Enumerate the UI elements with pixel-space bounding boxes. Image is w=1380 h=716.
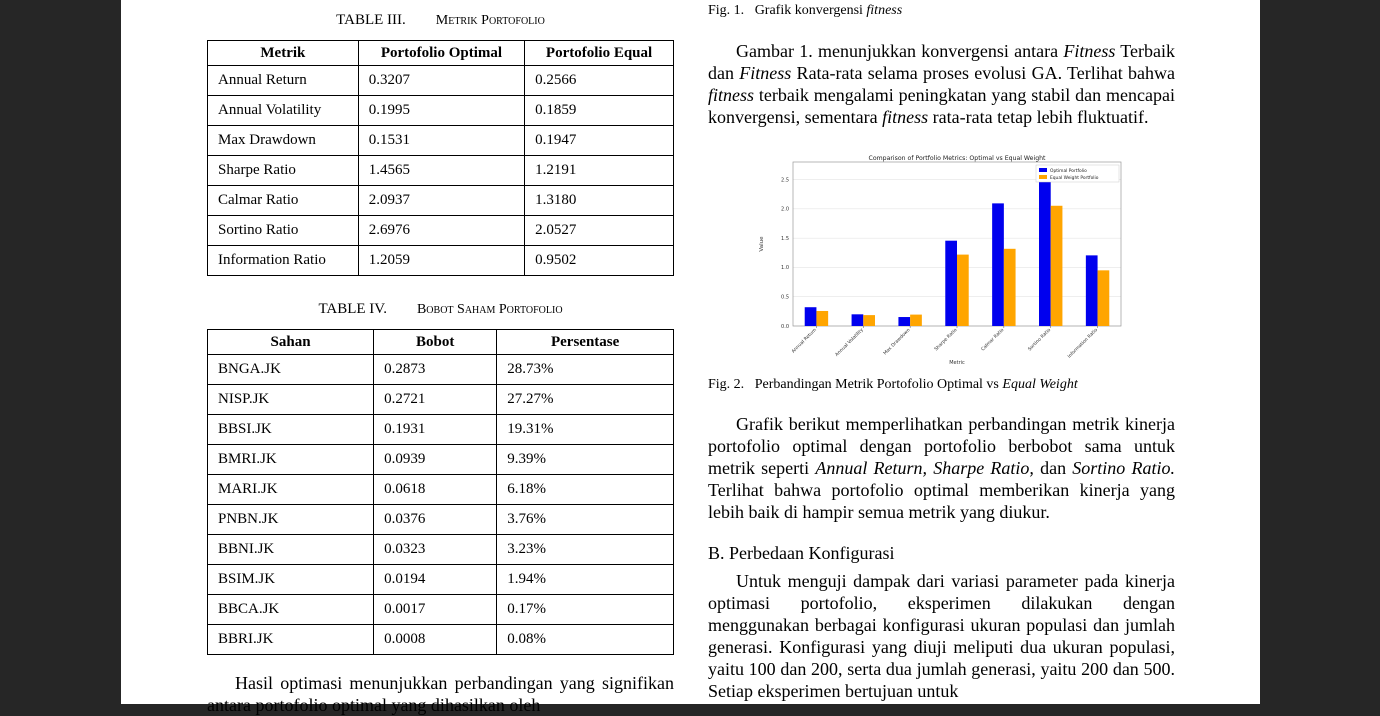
table-cell: 0.9502 — [525, 246, 674, 276]
legend-swatch — [1039, 175, 1047, 179]
table-cell: 1.94% — [497, 565, 674, 595]
table-cell: Sharpe Ratio — [208, 156, 359, 186]
section-b-heading: B. Perbedaan Konfigurasi — [708, 543, 895, 563]
bar-equal — [1098, 270, 1110, 326]
fig1-label: Fig. 1. — [708, 3, 745, 18]
table-cell: Information Ratio — [208, 246, 359, 276]
text-segment: fitness — [882, 107, 929, 127]
fig2-text: Perbandingan Metrik Portofolio Optimal vs — [754, 377, 1003, 392]
bar-chart — [751, 150, 1131, 368]
table-cell: 27.27% — [497, 385, 674, 415]
table-cell: 1.4565 — [358, 156, 524, 186]
x-tick-label: Max Drawdown — [883, 327, 912, 357]
bar-equal — [910, 315, 922, 326]
table4-header-0: Sahan — [208, 330, 374, 355]
x-tick-label: Annual Volatility — [834, 327, 865, 358]
paper-page — [121, 0, 1260, 715]
table-row — [208, 186, 674, 216]
table-cell: 0.0376 — [374, 505, 497, 535]
table3-header-2: Portofolio Equal — [525, 41, 674, 66]
table-cell: BMRI.JK — [208, 445, 374, 475]
table3-label: TABLE III. — [336, 12, 406, 28]
table-row — [208, 246, 674, 276]
fig2-caption — [708, 377, 1175, 393]
table-cell: 2.6976 — [358, 216, 524, 246]
table-row — [208, 415, 674, 445]
text-segment: Gambar 1. menunjukkan konvergensi antara — [736, 41, 1064, 61]
table3-header-1: Portofolio Optimal — [358, 41, 524, 66]
x-tick-label: Calmar Ratio — [980, 327, 1006, 353]
table4-title: Bobot Saham Portofolio — [416, 302, 563, 317]
y-tick-label: 1.5 — [781, 235, 789, 242]
bar-optimal — [1086, 255, 1098, 326]
x-tick-label: Sharpe Ratio — [933, 327, 959, 353]
table3-title: Metrik Portofolio — [435, 13, 545, 28]
table3-header-0: Metrik — [208, 41, 359, 66]
table-row — [208, 535, 674, 565]
table-cell: 3.76% — [497, 505, 674, 535]
bar-optimal — [898, 317, 910, 326]
text-segment: dan — [1033, 458, 1073, 478]
text-segment: Fitness — [1063, 41, 1116, 61]
bar-equal — [1051, 206, 1063, 326]
table-cell: PNBN.JK — [208, 505, 374, 535]
table-cell: 1.2191 — [525, 156, 674, 186]
table-cell: Max Drawdown — [208, 126, 359, 156]
table-cell: BBRI.JK — [208, 625, 374, 655]
table-cell: BSIM.JK — [208, 565, 374, 595]
table-cell: 1.3180 — [525, 186, 674, 216]
fig2-label: Fig. 2. — [708, 377, 745, 392]
text-segment: Terlihat bahwa portofolio optimal memberikan kinerja yang lebih baik di hampir semua metrik yang diukur. — [708, 480, 1175, 522]
table-cell: 0.1947 — [525, 126, 674, 156]
table-cell: 0.2873 — [374, 355, 497, 385]
text-segment: Fitness — [739, 63, 792, 83]
table-row — [208, 385, 674, 415]
text-segment: rata-rata tetap lebih fluktuatif. — [928, 107, 1149, 127]
table-cell: 9.39% — [497, 445, 674, 475]
table-cell: Annual Volatility — [208, 96, 359, 126]
legend-swatch — [1039, 168, 1047, 172]
bar-optimal — [1039, 168, 1051, 326]
bar-equal — [863, 315, 875, 326]
table-cell: 0.1995 — [358, 96, 524, 126]
y-tick-label: 1.0 — [781, 265, 789, 272]
table-cell: BBSI.JK — [208, 415, 374, 445]
table4-header-2: Persentase — [497, 330, 674, 355]
paragraph-comparison — [708, 413, 1175, 523]
paragraph-configuration: Untuk menguji dampak dari variasi parameter pada kinerja optimasi portofolio, eksperimen dilakukan dengan menggunakan berbagai konfigurasi ukuran populasi dan jumlah generasi. Konfigurasi yang diuji meliputi dua ukuran populasi, yaitu 100 dan 200, serta dua jumlah generasi, yaitu 200 dan 500. Setiap eksperimen bertujuan untuk — [708, 571, 1175, 701]
text-segment: Sortino Ratio. — [1072, 458, 1175, 478]
table-cell: 28.73% — [497, 355, 674, 385]
text-segment: fitness — [708, 85, 755, 105]
chart-title: Comparison of Portfolio Metrics: Optimal vs Equal Weight — [868, 155, 1046, 162]
table4-header-1: Bobot — [374, 330, 497, 355]
weights-table — [207, 329, 674, 655]
bar-equal — [1004, 249, 1016, 326]
table-row — [208, 595, 674, 625]
table-cell: 0.0017 — [374, 595, 497, 625]
table-cell: 0.17% — [497, 595, 674, 625]
text-segment: Terbaik dan — [708, 41, 1176, 83]
table-cell: NISP.JK — [208, 385, 374, 415]
legend-label: Equal Weight Portfolio — [1050, 175, 1099, 181]
table-row — [208, 156, 674, 186]
table-cell: 19.31% — [497, 415, 674, 445]
x-tick-label: Information Ratio — [1067, 327, 1099, 360]
bar-equal — [957, 255, 969, 326]
fig1-text: Grafik konvergensi — [754, 3, 867, 18]
table-cell: 2.0937 — [358, 186, 524, 216]
table4-caption — [207, 301, 674, 318]
table-cell: 0.0939 — [374, 445, 497, 475]
table-cell: 0.08% — [497, 625, 674, 655]
table-row — [208, 625, 674, 655]
table-cell: 0.1931 — [374, 415, 497, 445]
text-segment: terbaik mengalami peningkatan yang stabil dan mencapai konvergensi, sementara — [708, 85, 1175, 127]
y-tick-label: 0.0 — [781, 323, 789, 330]
table-cell: 0.3207 — [358, 66, 524, 96]
table-cell: 0.1859 — [525, 96, 674, 126]
table-cell: 0.1531 — [358, 126, 524, 156]
bar-optimal — [992, 203, 1004, 326]
x-tick-label: Sortino Ratio — [1027, 327, 1053, 353]
y-tick-label: 2.0 — [781, 206, 789, 213]
table-row — [208, 565, 674, 595]
table-cell: 0.0194 — [374, 565, 497, 595]
table-cell: 0.0618 — [374, 475, 497, 505]
table-row — [208, 445, 674, 475]
table-cell: Sortino Ratio — [208, 216, 359, 246]
bar-equal — [816, 311, 828, 326]
paragraph-fitness — [708, 40, 1175, 128]
y-tick-label: 2.5 — [781, 177, 789, 184]
table-cell: MARI.JK — [208, 475, 374, 505]
table-cell: Annual Return — [208, 66, 359, 96]
fig2-italic: Equal Weight — [1002, 377, 1078, 392]
table-cell: BNGA.JK — [208, 355, 374, 385]
table-row — [208, 96, 674, 126]
text-segment: Annual Return, Sharpe Ratio, — [815, 458, 1034, 478]
table-cell: 3.23% — [497, 535, 674, 565]
text-segment: Grafik berikut memperlihatkan perbandingan metrik kinerja portofolio optimal dengan portofolio berbobot sama untuk metrik seperti — [708, 414, 1175, 478]
table-cell: BBNI.JK — [208, 535, 374, 565]
table-cell: 0.0323 — [374, 535, 497, 565]
fig1-caption — [708, 3, 1175, 19]
table-row — [208, 355, 674, 385]
text-segment: Rata-rata selama proses evolusi GA. Terlihat bahwa — [791, 63, 1176, 83]
metrics-table — [207, 40, 674, 276]
legend-label: Optimal Portfolio — [1050, 168, 1087, 174]
table-row — [208, 505, 674, 535]
y-tick-label: 0.5 — [781, 294, 789, 301]
table-cell: 2.0527 — [525, 216, 674, 246]
table-cell: 1.2059 — [358, 246, 524, 276]
table-cell: 0.2566 — [525, 66, 674, 96]
left-paragraph: Hasil optimasi menunjukkan perbandingan yang signifikan antara portofolio optimal yang dihasilkan oleh — [207, 673, 674, 715]
bar-optimal — [852, 314, 864, 326]
table-row — [208, 126, 674, 156]
table-cell: Calmar Ratio — [208, 186, 359, 216]
y-axis-label: Value — [759, 236, 765, 252]
fig1-italic: fitness — [866, 3, 903, 18]
x-axis-label: Metric — [949, 360, 965, 366]
bar-optimal — [945, 241, 957, 326]
bar-optimal — [805, 307, 817, 326]
table-cell: 6.18% — [497, 475, 674, 505]
table-row — [208, 216, 674, 246]
table-cell: 0.2721 — [374, 385, 497, 415]
table-row — [208, 66, 674, 96]
table-row — [208, 475, 674, 505]
table-cell: 0.0008 — [374, 625, 497, 655]
x-tick-label: Annual Return — [791, 327, 818, 355]
table4-label: TABLE IV. — [318, 301, 387, 317]
table-cell: BBCA.JK — [208, 595, 374, 625]
table3-caption — [207, 12, 674, 29]
